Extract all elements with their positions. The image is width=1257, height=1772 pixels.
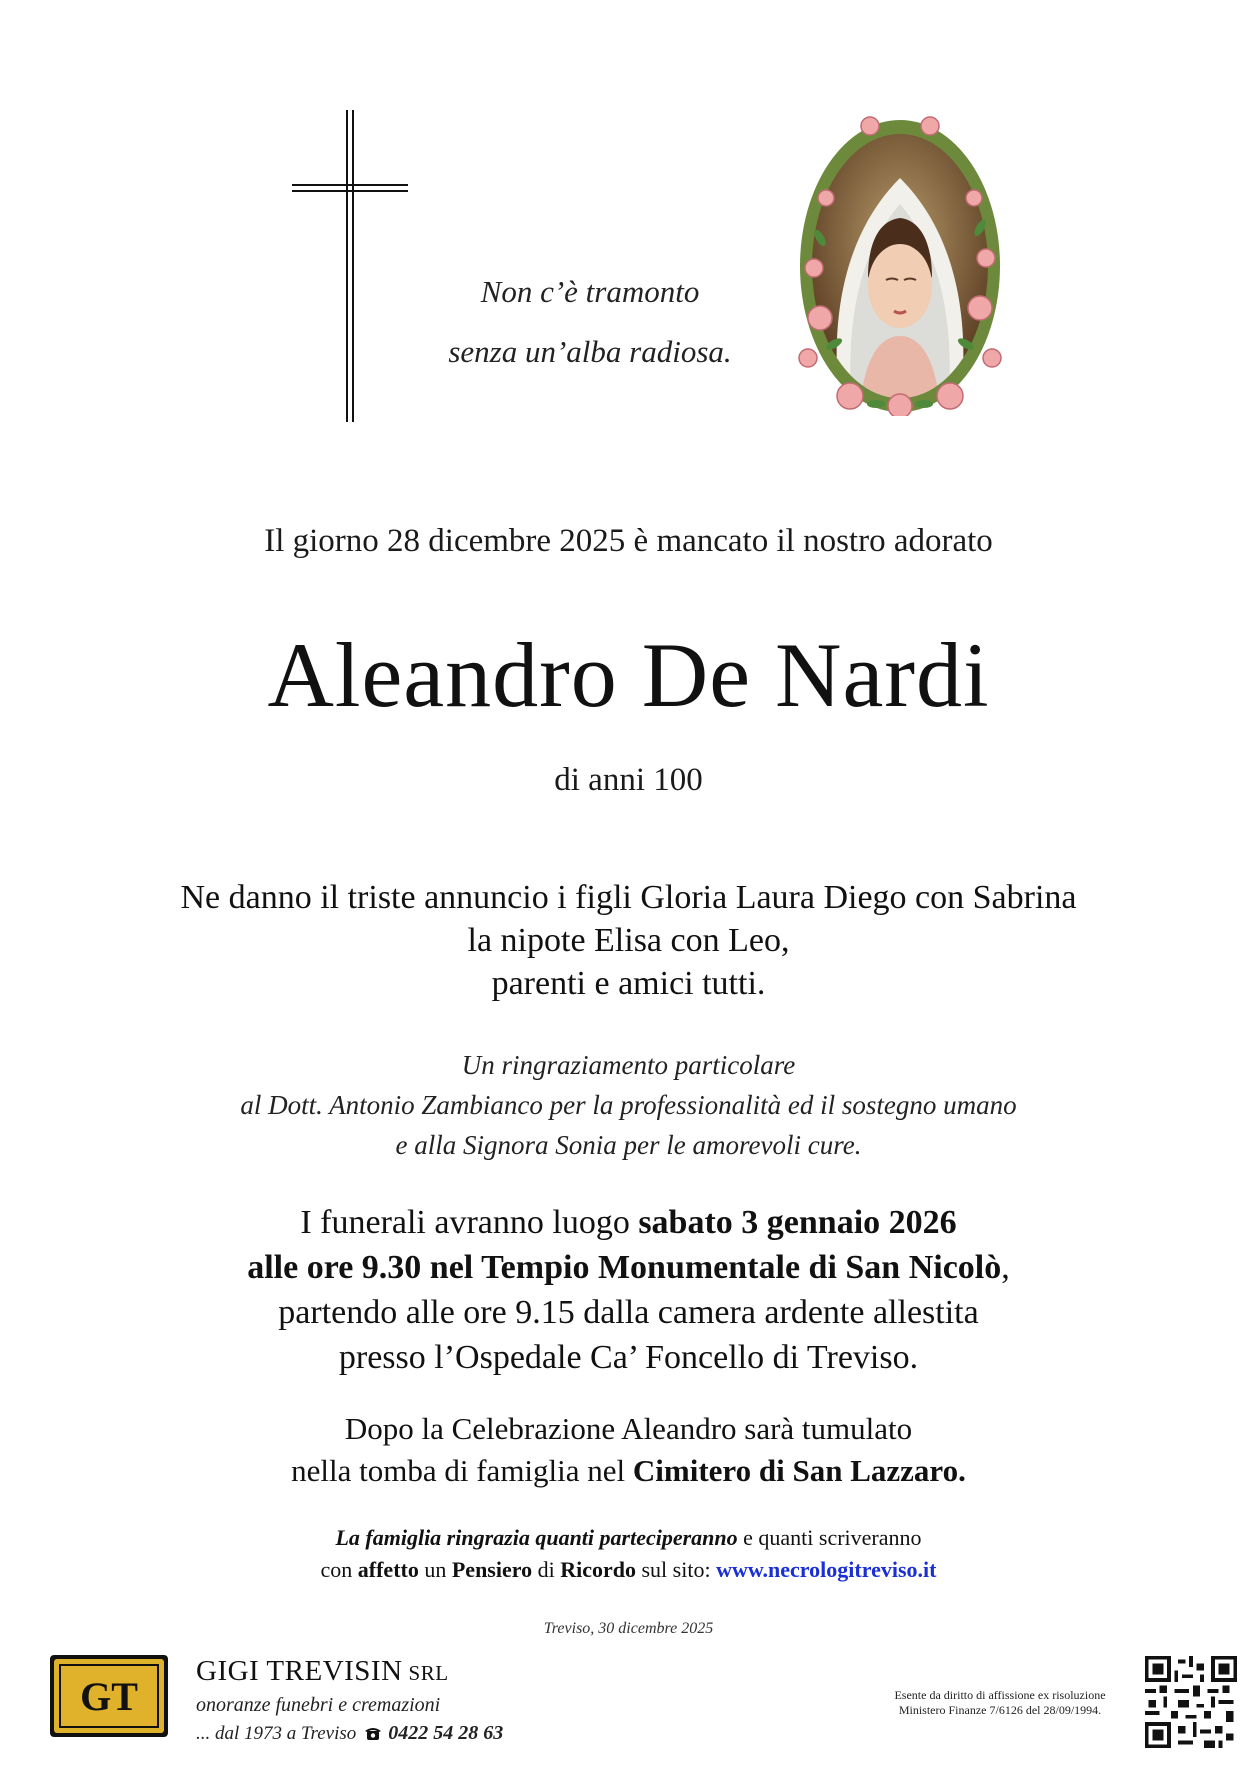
- age-text: di anni 100: [554, 762, 703, 798]
- funeral-details: [0, 1200, 1257, 1380]
- firm-name: [196, 1655, 449, 1688]
- closing-text-g: sul sito:: [636, 1557, 717, 1582]
- funeral-date: sabato 3 gennaio 2026: [638, 1204, 957, 1241]
- cross-icon: [292, 110, 412, 422]
- closing-text-c: un: [418, 1557, 452, 1582]
- quote: [400, 262, 780, 382]
- madonna-medallion-image: [790, 108, 1010, 416]
- thanks-line-2: al Dott. Antonio Zambianco per la professionalità ed il sostegno umano: [240, 1090, 1017, 1120]
- firm-since-text: ... dal 1973 a Treviso: [196, 1723, 357, 1744]
- logo-text: GT: [80, 1674, 138, 1719]
- cemetery-name: Cimitero di San Lazzaro.: [632, 1453, 966, 1488]
- firm-logo-icon: [50, 1655, 168, 1737]
- qr-code-icon[interactable]: [1145, 1656, 1237, 1748]
- exemption-line-1: Esente da diritto di affissione ex risoluzione: [894, 1688, 1106, 1702]
- firm-tagline: onoranze funebri e cremazioni: [196, 1694, 441, 1716]
- closing-line-2: [0, 1554, 1257, 1586]
- closing-text-e: di: [532, 1557, 561, 1582]
- funeral-line-2-suffix: ,: [1001, 1249, 1010, 1286]
- firm-logo: [50, 1655, 168, 1737]
- family-line-3: parenti e amici tutti.: [491, 965, 766, 1002]
- family-line-2: la nipote Elisa con Leo,: [467, 922, 790, 959]
- funeral-line-3: partendo alle ore 9.15 dalla camera ardente allestita: [278, 1294, 979, 1331]
- funeral-line-4: presso l’Ospedale Ca’ Foncello di Treviso.: [338, 1339, 919, 1376]
- closing-line-1: [0, 1522, 1257, 1554]
- place-date: Treviso, 30 dicembre 2025: [543, 1620, 714, 1637]
- quote-line-2: senza un’alba radiosa.: [448, 334, 732, 369]
- website-link[interactable]: www.necrologitreviso.it: [716, 1557, 937, 1582]
- burial-line-1: Dopo la Celebrazione Aleandro sarà tumulato: [344, 1411, 913, 1446]
- closing-note: [0, 1522, 1257, 1586]
- funeral-line-2: [0, 1245, 1257, 1290]
- burial-line-2-prefix: nella tomba di famiglia nel: [291, 1453, 633, 1488]
- phone-icon: [364, 1725, 382, 1741]
- exemption-note: [870, 1688, 1130, 1718]
- burial-details: [0, 1408, 1257, 1492]
- closing-text-f: Ricordo: [560, 1557, 636, 1582]
- firm-suffix: SRL: [408, 1661, 449, 1685]
- funeral-line-1-prefix: I funerali avranno luogo: [300, 1204, 639, 1241]
- firm-since: [196, 1722, 503, 1745]
- exemption-line-2: Ministero Finanze 7/6126 del 28/09/1994.: [898, 1703, 1102, 1717]
- burial-line-2: [0, 1450, 1257, 1492]
- intro-text: Il giorno 28 dicembre 2025 è mancato il nostro adorato: [264, 523, 993, 559]
- thanks-line-1: Un ringraziamento particolare: [461, 1050, 796, 1080]
- quote-line-1: Non c’è tramonto: [480, 274, 700, 309]
- firm-phone[interactable]: 0422 54 28 63: [388, 1722, 504, 1744]
- family-announcement: [0, 876, 1257, 1005]
- funeral-line-1: [0, 1200, 1257, 1245]
- funeral-time-place: alle ore 9.30 nel Tempio Monumentale di San Nicolò: [247, 1249, 1002, 1286]
- closing-text-a: con: [320, 1557, 358, 1582]
- closing-text-b: affetto: [357, 1557, 419, 1582]
- closing-text-d: Pensiero: [451, 1557, 533, 1582]
- closing-line-1-rest: e quanti scriveranno: [737, 1525, 922, 1550]
- family-line-1: Ne danno il triste annuncio i figli Gloria Laura Diego con Sabrina: [180, 879, 1077, 916]
- closing-thanks: La famiglia ringrazia quanti parteciperanno: [335, 1525, 738, 1550]
- firm-name-text: GIGI TREVISIN: [196, 1655, 403, 1687]
- deceased-name: Aleandro De Nardi: [267, 624, 990, 726]
- thanks-block: [0, 1045, 1257, 1165]
- thanks-line-3: e alla Signora Sonia per le amorevoli cure.: [395, 1130, 862, 1160]
